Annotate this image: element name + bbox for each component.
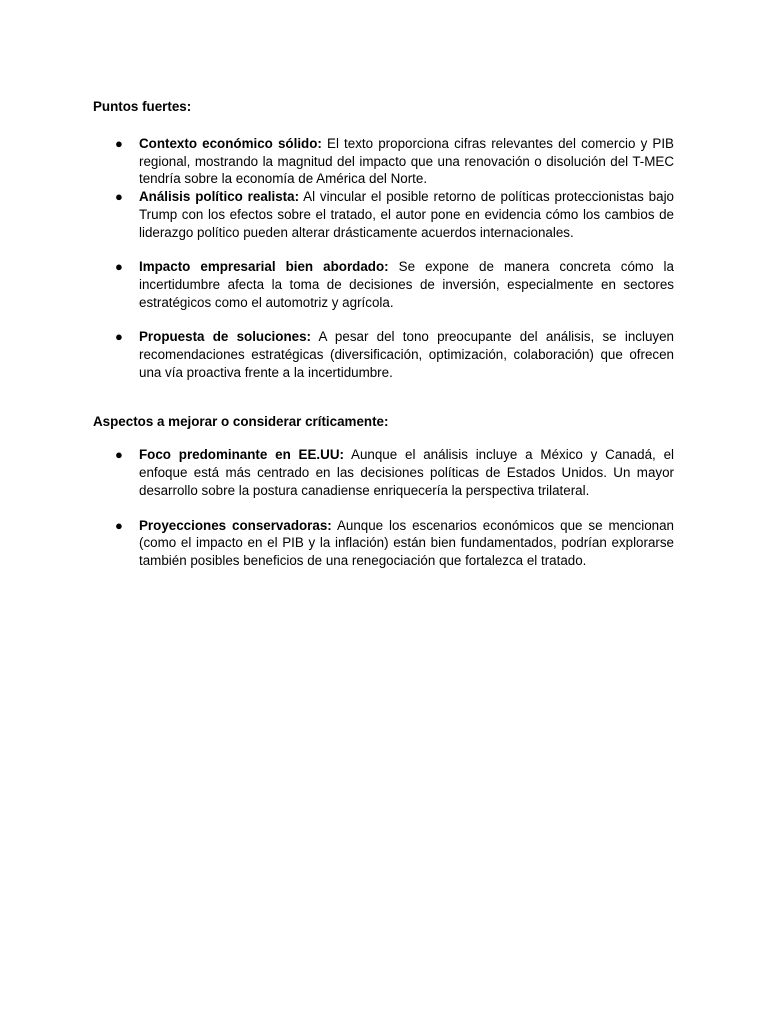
list-item-economic-context	[93, 135, 674, 188]
list-item-political-analysis	[93, 188, 674, 241]
item-term: Proyecciones conservadoras:	[139, 517, 332, 533]
bullet-icon: ●	[115, 189, 123, 205]
bullet-icon: ●	[115, 259, 123, 275]
list-item-proposed-solutions	[93, 328, 674, 381]
item-term: Análisis político realista:	[139, 189, 300, 205]
list-item-conservative-projections	[93, 517, 674, 570]
item-term: Propuesta de soluciones:	[139, 329, 311, 345]
bullet-icon: ●	[115, 136, 123, 151]
bullet-icon: ●	[115, 329, 123, 345]
item-term: Contexto económico sólido:	[139, 136, 322, 151]
item-text: Se expone de manera concreta cómo la incertidumbre afecta la toma de decisiones de inversión, especialmente en sectores estratégicos como el automotriz y agrícola.	[139, 259, 674, 310]
item-term: Impacto empresarial bien abordado:	[139, 259, 389, 275]
strengths-list	[93, 135, 674, 381]
bullet-icon: ●	[115, 447, 123, 463]
list-item-us-focus	[93, 446, 674, 499]
list-item-business-impact	[93, 258, 674, 311]
bullet-icon: ●	[115, 517, 123, 533]
item-text: El texto proporciona cifras relevantes del comercio y PIB regional, mostrando la magnitud del impacto que una renovación o disolución del T-MEC tendría sobre la economía de América del Norte.	[139, 136, 674, 187]
section-heading-improvements: Aspectos a mejorar o considerar críticamente:	[93, 414, 389, 430]
item-term: Foco predominante en EE.UU:	[139, 447, 344, 463]
item-text: Aunque los escenarios económicos que se mencionan (como el impacto en el PIB y la inflación) están bien fundamentados, podrían explorarse también posibles beneficios de una renegociación que fortalezca el tratado.	[139, 517, 675, 568]
improvements-list	[93, 446, 674, 569]
item-text: Al vincular el posible retorno de políticas proteccionistas bajo Trump con los efectos sobre el tratado, el autor pone en evidencia cómo los cambios de liderazgo político pueden alterar drásticamente acuerdos internacionales.	[139, 189, 674, 240]
item-text: Aunque el análisis incluye a México y Canadá, el enfoque está más centrado en las decisiones políticas de Estados Unidos. Un mayor desarrollo sobre la postura canadiense enriquecería la perspectiva trilateral.	[139, 447, 674, 498]
section-heading-strengths: Puntos fuertes:	[93, 99, 192, 114]
item-text: A pesar del tono preocupante del análisis, se incluyen recomendaciones estratégicas (diversificación, optimización, colaboración) que ofrecen una vía proactiva frente a la incertidumbre.	[139, 329, 674, 380]
